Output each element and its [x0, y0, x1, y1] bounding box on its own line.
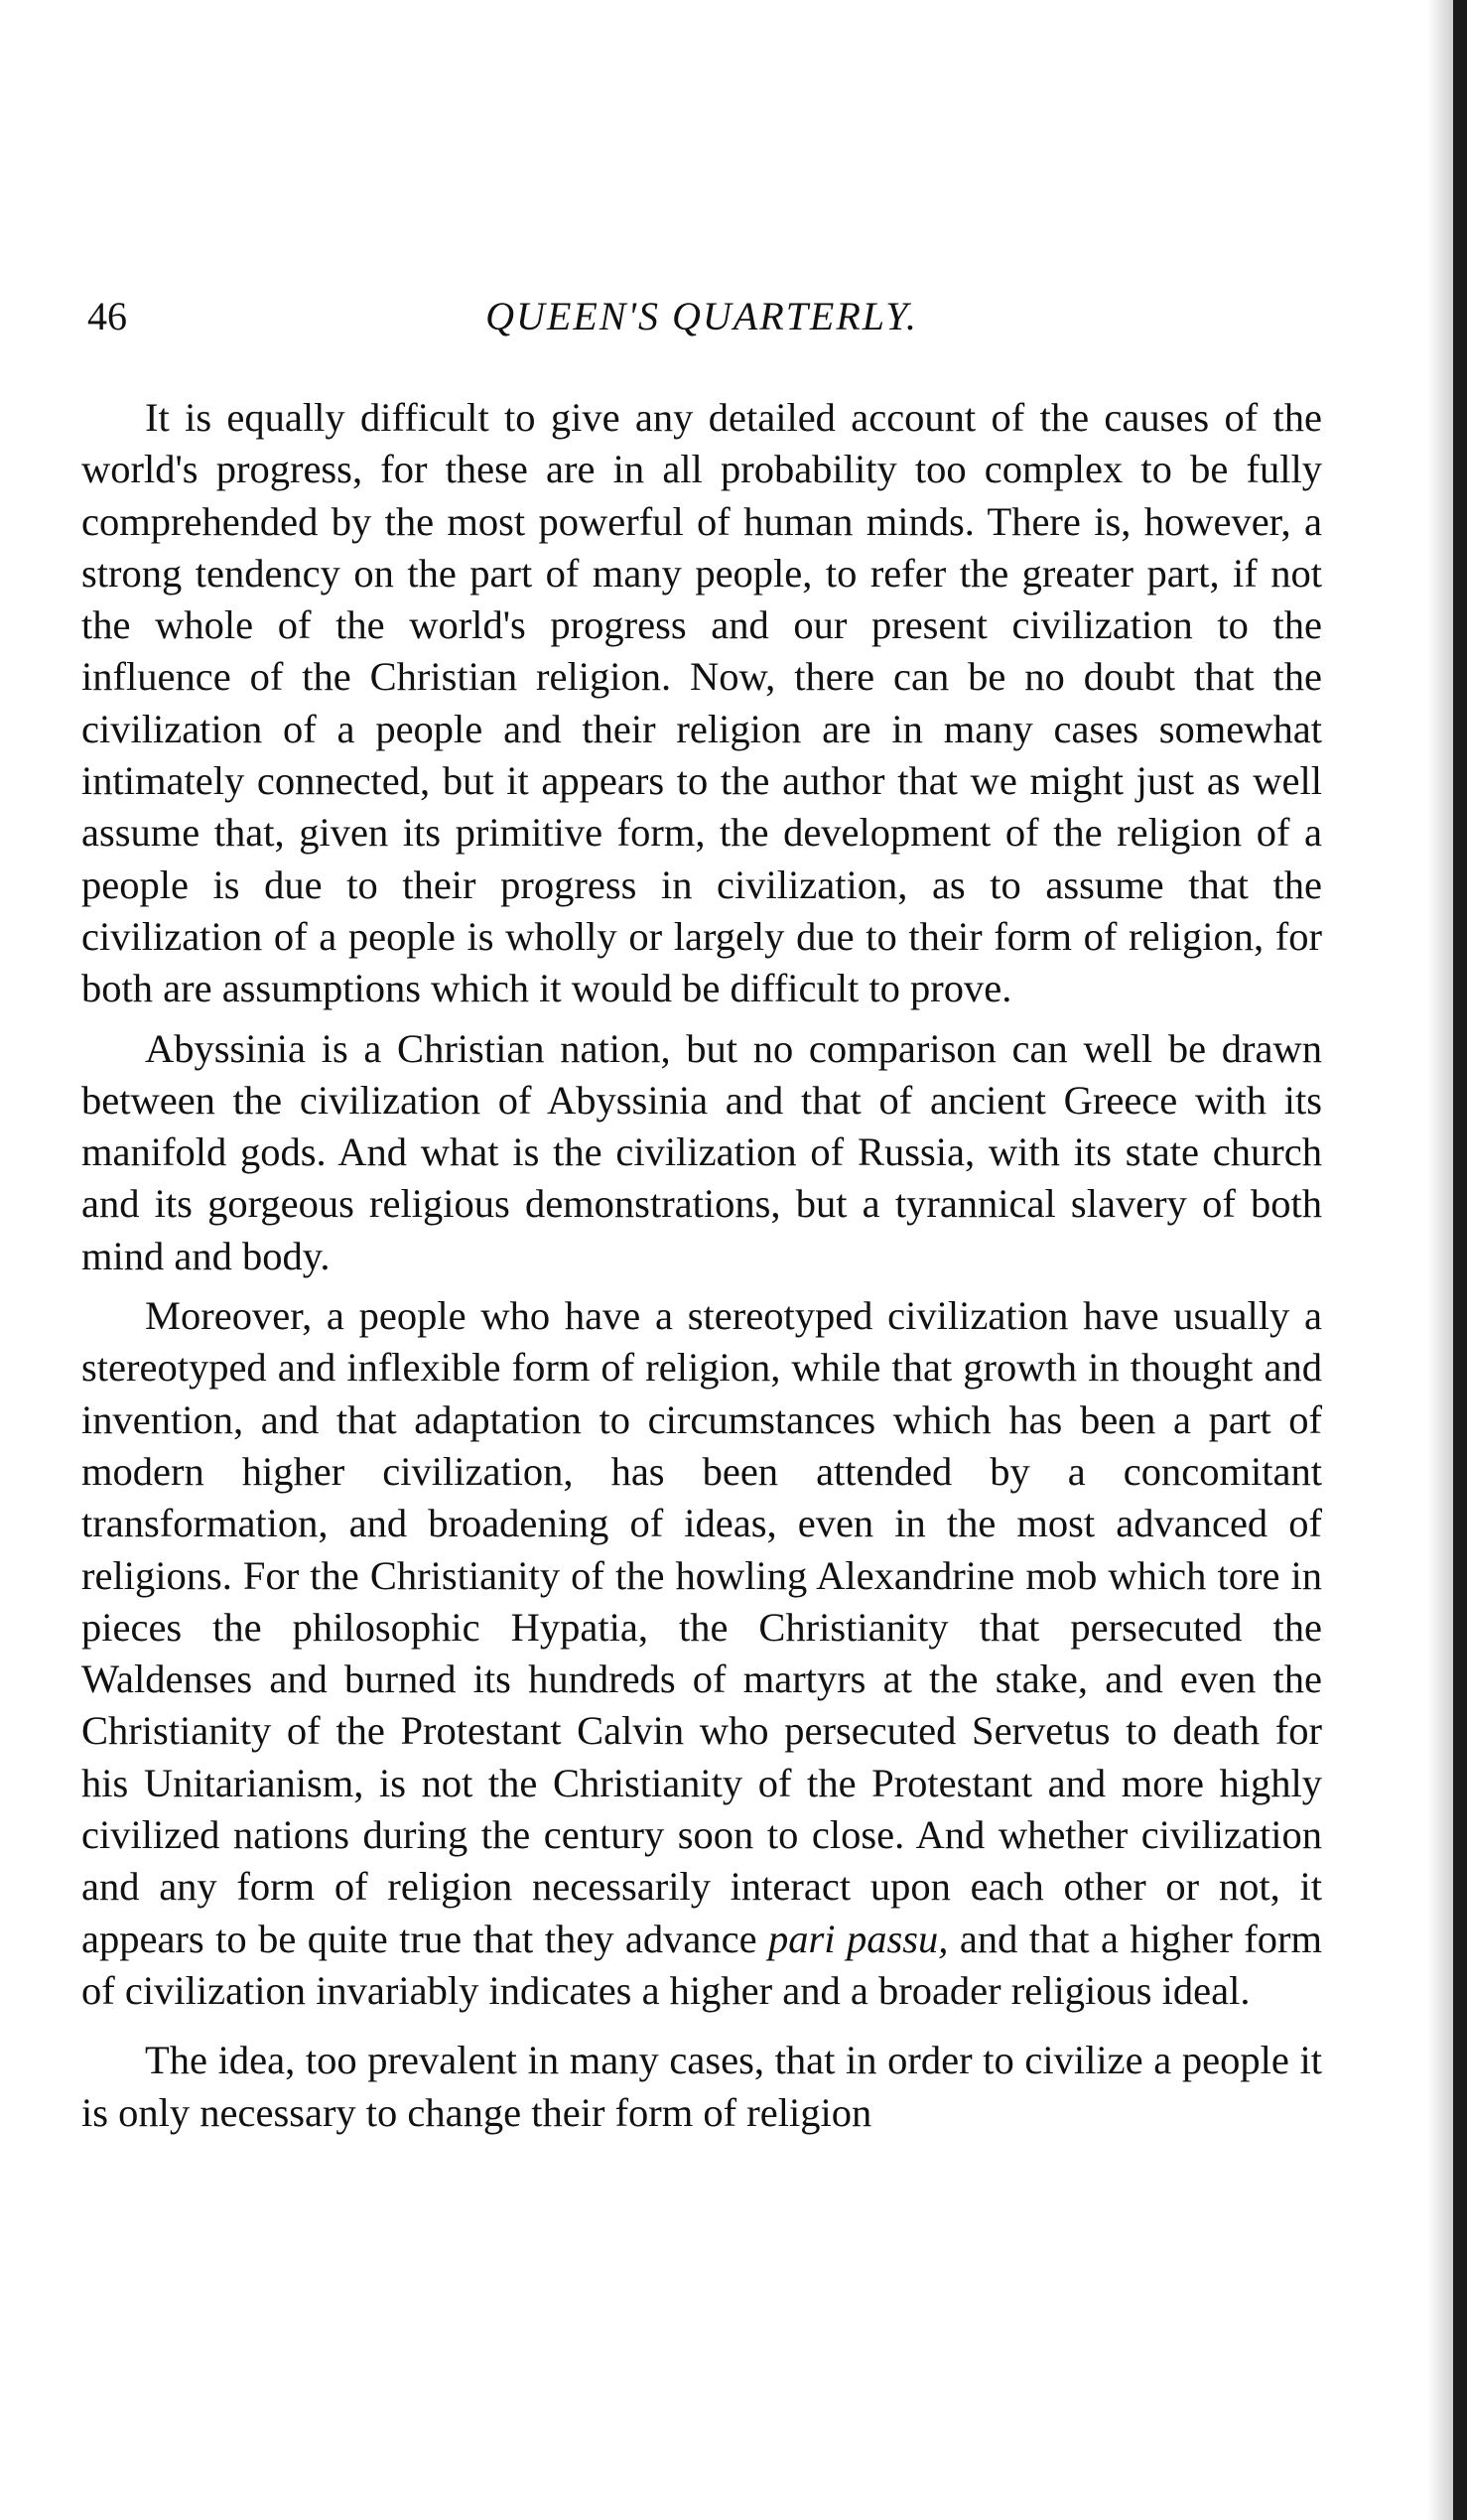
paragraph-3: [81, 1290, 1322, 2017]
paragraph-4: The idea, too prevalent in many cases, that in order to civilize a people it is only necessary to change their form of religion: [81, 2038, 1322, 2135]
paragraph-1: It is equally difficult to give any detailed account of the causes of the world's progress, for these are in all probability too complex to be fully comprehended by the most powerful of human minds. There is, however, a strong tendency on the part of many people, to refer the greater part, if not the whole of the world's progress and our present civilization to the influence of the Christian religion. Now, there can be no doubt that the civilization of a people and their religion are in many cases somewhat intimately connected, but it appears to the author that we might just as well assume that, given its primitive form, the development of the religion of a people is due to their progress in civilization, as to assume that the civilization of a people is wholly or largely due to their form of religion, for both are assumptions which it would be difficult to prove.: [81, 395, 1322, 1011]
book-binding-edge: [1453, 0, 1467, 2520]
page-edge-shadow: [1427, 0, 1453, 2520]
book-page: [81, 293, 1322, 2147]
paragraph-3-text-before: Moreover, a people who have a stereotyped civilization have usually a stereotyped and inflexible form of religion, while that growth in thought and invention, and that adaptation to circumstances which has been a part of modern higher civilization, has been attended by a concomitant transformation, and broadening of ideas, even in the most advanced of religions. For the Christianity of the howling Alexandrine mob which tore in pieces the philosophic Hypatia, the Christianity that persecuted the Waldenses and burned its hundreds of martyrs at the stake, and even the Christianity of the Protestant Calvin who persecuted Servetus to death for his Unitarianism, is not the Christianity of the Protestant and more highly civilized nations during the century soon to close. And whether civilization and any form of religion necessarily interact upon each other or not, it appears to be quite true that they advance: [81, 1293, 1322, 1961]
body-text: [81, 392, 1322, 2139]
paragraph-2: Abyssinia is a Christian nation, but no comparison can well be drawn between the civilization of Abyssinia and that of ancient Greece with its manifold gods. And what is the civilization of Russia, with its state church and its gorgeous religious demonstrations, but a tyrannical slavery of both mind and body.: [81, 1025, 1322, 1278]
paragraph-3-text-after: and that a higher form of civilization invariably indicates a higher and a broader religious ideal.: [81, 1916, 1322, 2013]
journal-title: QUEEN'S QUARTERLY.: [485, 294, 918, 338]
page-number: 46: [87, 294, 127, 338]
running-head: [81, 293, 1322, 352]
latin-phrase: pari passu,: [768, 1916, 949, 1961]
